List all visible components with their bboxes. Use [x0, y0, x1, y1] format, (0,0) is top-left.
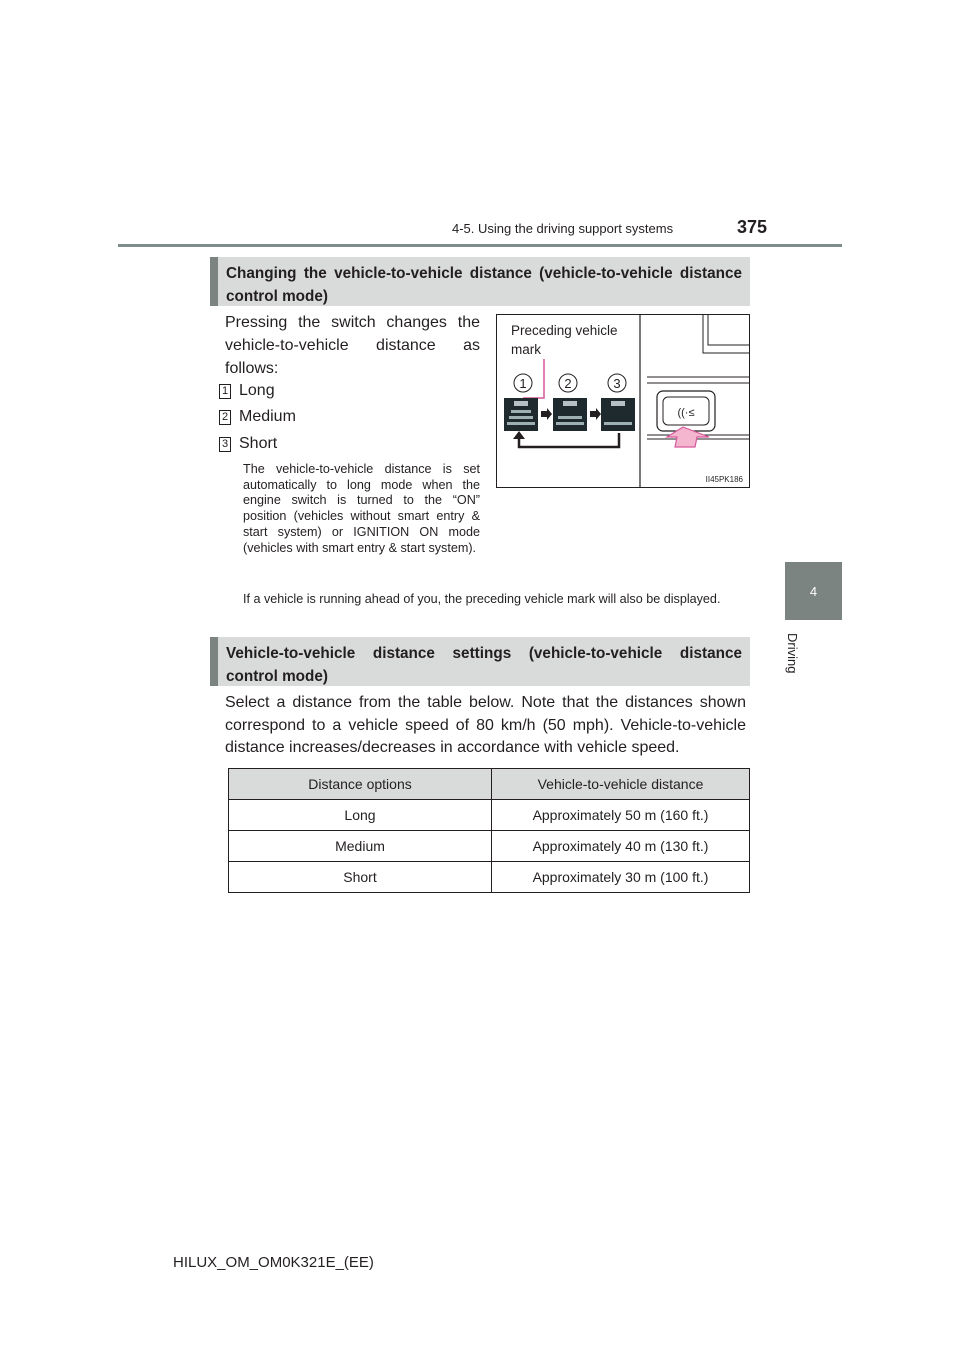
table-cell: Approximately 30 m (100 ft.)	[492, 862, 750, 893]
note-default-mode: The vehicle-to-vehicle distance is set automatically to long mode when the engine switch is turned to the “ON” position (vehicles without smart entry & start system) or IGNITION ON mode (vehicles with smart entry & start system).	[243, 462, 480, 555]
list-item-label: Long	[239, 382, 275, 399]
list-item	[219, 432, 277, 456]
number-badge: 2	[219, 410, 231, 425]
display-long-icon	[504, 398, 538, 431]
page-number: 375	[737, 217, 768, 237]
chapter-label: Driving	[785, 633, 800, 674]
list-item	[219, 405, 296, 429]
table-cell: Approximately 40 m (130 ft.)	[492, 831, 750, 862]
table-cell: Medium	[229, 831, 492, 862]
distance-table	[228, 768, 750, 893]
distance-switch-illustration	[496, 314, 750, 488]
number-badge: 3	[219, 437, 231, 452]
table-cell: Long	[229, 800, 492, 831]
steering-switch-illustration	[647, 315, 749, 447]
svg-text:2: 2	[564, 376, 572, 391]
note-preceding-vehicle: If a vehicle is running ahead of you, the preceding vehicle mark will also be displayed.	[243, 592, 721, 606]
display-medium-icon	[553, 398, 587, 431]
callout-line-2: mark	[511, 342, 541, 357]
column-header: Vehicle-to-vehicle distance	[492, 769, 750, 800]
table-row	[229, 862, 750, 893]
illustration-svg	[497, 315, 749, 487]
display-short-icon	[601, 398, 635, 431]
section1-intro: Pressing the switch changes the vehicle-to-vehicle distance as follows:	[225, 314, 480, 377]
header-rule	[118, 244, 842, 247]
table-row	[229, 831, 750, 862]
table-cell: Short	[229, 862, 492, 893]
svg-text:((·≤: ((·≤	[677, 407, 695, 419]
svg-text:3: 3	[613, 376, 621, 391]
list-item-label: Medium	[239, 408, 296, 425]
circled-number-3	[608, 374, 626, 392]
section2-body: Select a distance from the table below. Note that the distances shown correspond to a vehicle speed of 80 km/h (50 mph). Vehicle-to-vehicle distance increases/decreases in accordance with vehicle speed.	[225, 694, 746, 756]
svg-text:1: 1	[519, 376, 527, 391]
chapter-tab: 4	[785, 562, 842, 620]
list-item-label: Short	[239, 435, 278, 452]
figure-code: II45PK186	[705, 475, 743, 484]
column-header: Distance options	[229, 769, 492, 800]
callout-line-1: Preceding vehicle	[511, 323, 618, 338]
document-code: HILUX_OM_OM0K321E_(EE)	[173, 1254, 374, 1271]
circled-number-1	[514, 374, 532, 392]
list-item	[219, 379, 275, 403]
table-cell: Approximately 50 m (160 ft.)	[492, 800, 750, 831]
table-row	[229, 800, 750, 831]
table-header-row	[229, 769, 750, 800]
circled-number-2	[559, 374, 577, 392]
number-badge: 1	[219, 384, 231, 399]
section-title: 4-5. Using the driving support systems	[452, 221, 674, 236]
section2-heading: Vehicle-to-vehicle distance settings (vehicle-to-vehicle distance control mode)	[210, 637, 750, 686]
section1-heading: Changing the vehicle-to-vehicle distance (vehicle-to-vehicle distance control mode)	[210, 257, 750, 306]
